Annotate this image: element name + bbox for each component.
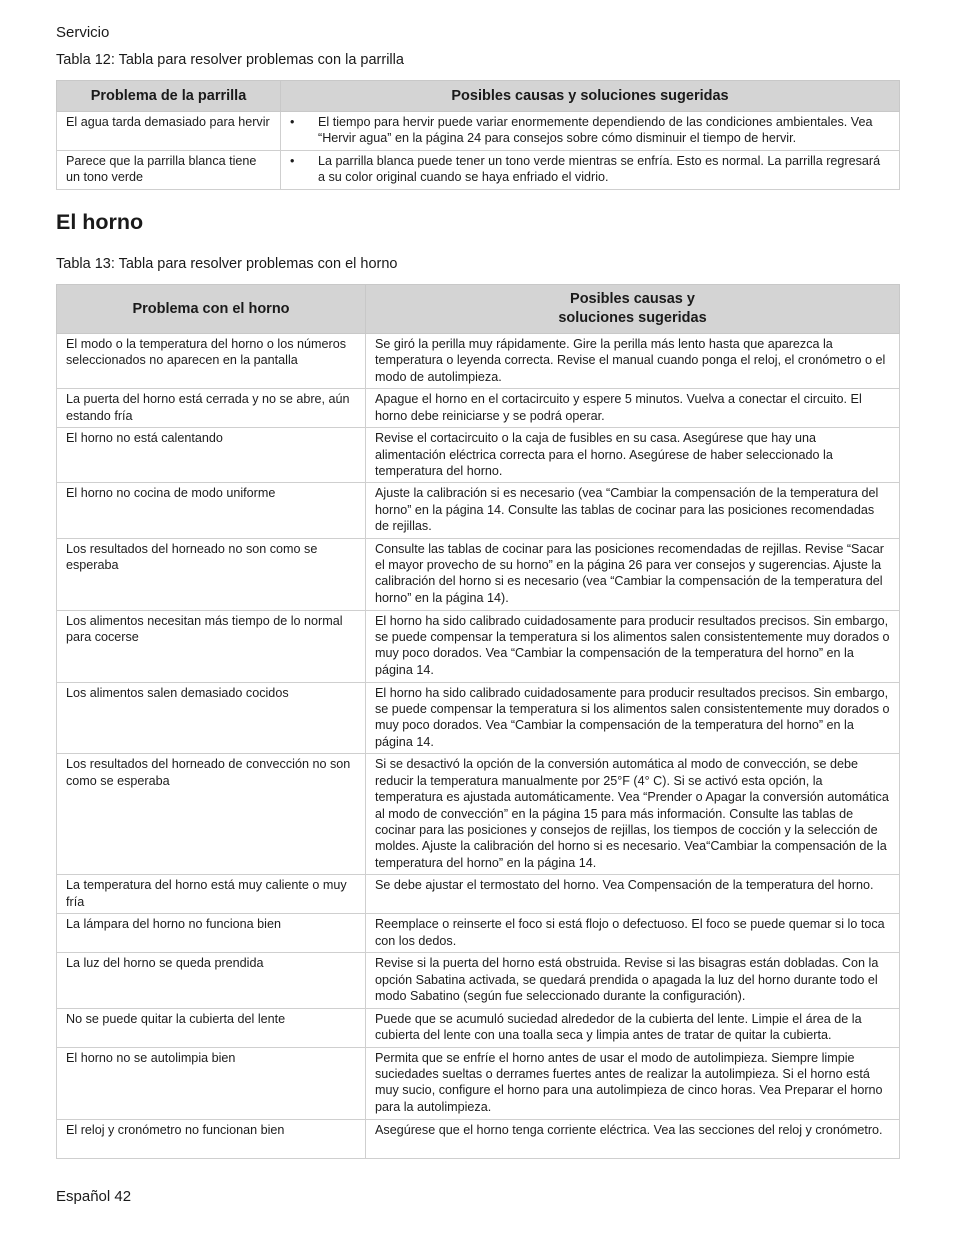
problem-cell: Los resultados del horneado no son como se esperaba	[57, 538, 366, 610]
problem-cell: Los alimentos salen demasiado cocidos	[57, 682, 366, 754]
problem-cell: El horno no está calentando	[57, 428, 366, 483]
solution-cell: Si se desactivó la opción de la conversión automática al modo de convección, se debe reducir la temperatura manualmente por 25°F (4° C). Si se activó esta opción, la temperatura es ajustada automáticamente. Vea “Prender o Apagar la conversión automática al modo de convección” en la página 15 para más información. Consulte las tablas de cocinar para las posiciones y consejos de rejillas, los tiempos de cocción y la selección de moldes. Ajuste la calibración del horno si es necesario. Vea“Cambiar la compensación de la temperatura del horno” en la página 14.	[366, 754, 900, 875]
solution-text: El tiempo para hervir puede variar enormemente dependiendo de las condiciones ambientales. Vea “Hervir agua” en la página 24 para consejos sobre cómo disminuir el tiempo de hervir.	[318, 115, 873, 146]
table-row	[57, 1008, 900, 1047]
table-row	[57, 875, 900, 914]
column-header-solutions-line2: soluciones sugeridas	[558, 310, 707, 326]
page-footer: Español 42	[56, 1188, 132, 1205]
problem-cell: La luz del horno se queda prendida	[57, 953, 366, 1008]
column-header-problem: Problema con el horno	[57, 285, 366, 334]
solution-cell	[281, 151, 900, 190]
solution-cell: El horno ha sido calibrado cuidadosamente para producir resultados precisos. Sin embargo, se puede compensar la temperatura si los alimentos salen consistentemente muy dorados o muy poco dorados. Vea “Cambiar la compensación de la temperatura del horno” en la página 14.	[366, 682, 900, 754]
table-13-caption: Tabla 13: Tabla para resolver problemas con el horno	[56, 256, 398, 272]
solution-cell: Reemplace o reinserte el foco si está flojo o defectuoso. El foco se puede quemar si lo toca con los dedos.	[366, 914, 900, 953]
solution-cell: Consulte las tablas de cocinar para las posiciones recomendadas de rejillas. Revise “Sacar el mayor provecho de su horno” en la página 26 para ver consejos y sugerencias. Ajuste la calibración del horno si es necesario (vea “Cambiar la compensación de la temperatura del horno” en la página 14).	[366, 538, 900, 610]
oven-troubleshooting-table	[56, 284, 900, 1159]
table-row	[57, 428, 900, 483]
column-header-solutions	[366, 285, 900, 334]
table-row	[57, 754, 900, 875]
table-row	[57, 1047, 900, 1119]
table-row	[57, 953, 900, 1008]
grill-troubleshooting-table	[56, 80, 900, 190]
solution-text: La parrilla blanca puede tener un tono verde mientras se enfría. Esto es normal. La parrilla regresará a su color original cuando se haya enfriado el vidrio.	[318, 154, 881, 185]
problem-cell: La temperatura del horno está muy caliente o muy fría	[57, 875, 366, 914]
problem-cell: El horno no cocina de modo uniforme	[57, 483, 366, 538]
solution-cell: Revise el cortacircuito o la caja de fusibles en su casa. Asegúrese que hay una alimentación eléctrica correcta para el horno. Asegúrese de haber seleccionado la temperatura del horno.	[366, 428, 900, 483]
solution-cell: Puede que se acumuló suciedad alrededor de la cubierta del lente. Limpie el área de la cubierta del lente con una toalla seca y limpia antes de tratar de quitar la cubierta.	[366, 1008, 900, 1047]
problem-cell: Los alimentos necesitan más tiempo de lo normal para cocerse	[57, 610, 366, 682]
table-row	[57, 483, 900, 538]
bullet: •	[290, 115, 295, 129]
section-title: El horno	[56, 210, 144, 234]
table-row	[57, 610, 900, 682]
column-header-solutions: Posibles causas y soluciones sugeridas	[281, 81, 900, 112]
table-row	[57, 389, 900, 428]
bullet: •	[290, 154, 295, 168]
solution-cell	[281, 112, 900, 151]
solution-cell: Se debe ajustar el termostato del horno. Vea Compensación de la temperatura del horno.	[366, 875, 900, 914]
table-header-row	[57, 81, 900, 112]
table-row	[57, 334, 900, 389]
solution-cell: Ajuste la calibración si es necesario (vea “Cambiar la compensación de la temperatura del horno” en la página 14. Consulte las tablas de cocinar para las posiciones recomendadas de rejillas.	[366, 483, 900, 538]
problem-cell: El agua tarda demasiado para hervir	[57, 112, 281, 151]
column-header-solutions-line1: Posibles causas y	[570, 291, 695, 307]
problem-cell: No se puede quitar la cubierta del lente	[57, 1008, 366, 1047]
solution-cell: Apague el horno en el cortacircuito y espere 5 minutos. Vuelva a conectar el circuito. El horno debe reiniciarse y se podrá operar.	[366, 389, 900, 428]
problem-cell: Parece que la parrilla blanca tiene un tono verde	[57, 151, 281, 190]
section-header: Servicio	[56, 24, 110, 41]
problem-cell: El modo o la temperatura del horno o los números seleccionados no aparecen en la pantalla	[57, 334, 366, 389]
solution-cell: Se giró la perilla muy rápidamente. Gire la perilla más lento hasta que aparezca la temperatura o leyenda correcta. Revise el manual cuando ponga el reloj, el cronómetro o el modo de autolimpieza.	[366, 334, 900, 389]
solution-cell: Revise si la puerta del horno está obstruida. Revise si las bisagras están dobladas. Con la opción Sabatina activada, se quedará prendida o apagada la luz del horno durante todo el modo Sabatino (según fue seleccionado durante la configuración).	[366, 953, 900, 1008]
problem-cell: La lámpara del horno no funciona bien	[57, 914, 366, 953]
table-row	[57, 914, 900, 953]
problem-cell: El reloj y cronómetro no funcionan bien	[57, 1119, 366, 1158]
solution-cell: Permita que se enfríe el horno antes de usar el modo de autolimpieza. Siempre limpie suciedades sueltas o derrames fuertes antes de realizar la autolimpieza. Si el horno está muy sucio, configure el horno para una autolimpieza de cinco horas. Vea Preparar el horno para la autolimpieza.	[366, 1047, 900, 1119]
problem-cell: El horno no se autolimpia bien	[57, 1047, 366, 1119]
table-header-row	[57, 285, 900, 334]
column-header-problem: Problema de la parrilla	[57, 81, 281, 112]
problem-cell: Los resultados del horneado de convección no son como se esperaba	[57, 754, 366, 875]
table-row	[57, 151, 900, 190]
table-row	[57, 1119, 900, 1158]
solution-cell: El horno ha sido calibrado cuidadosamente para producir resultados precisos. Sin embargo, se puede compensar la temperatura si los alimentos salen consistentemente muy dorados o muy poco dorados. Vea “Cambiar la compensación de la temperatura del horno” en la página 14.	[366, 610, 900, 682]
table-row	[57, 112, 900, 151]
table-row	[57, 682, 900, 754]
problem-cell: La puerta del horno está cerrada y no se abre, aún estando fría	[57, 389, 366, 428]
table-12-caption: Tabla 12: Tabla para resolver problemas con la parrilla	[56, 52, 404, 68]
table-row	[57, 538, 900, 610]
solution-cell: Asegúrese que el horno tenga corriente eléctrica. Vea las secciones del reloj y cronómetro.	[366, 1119, 900, 1158]
